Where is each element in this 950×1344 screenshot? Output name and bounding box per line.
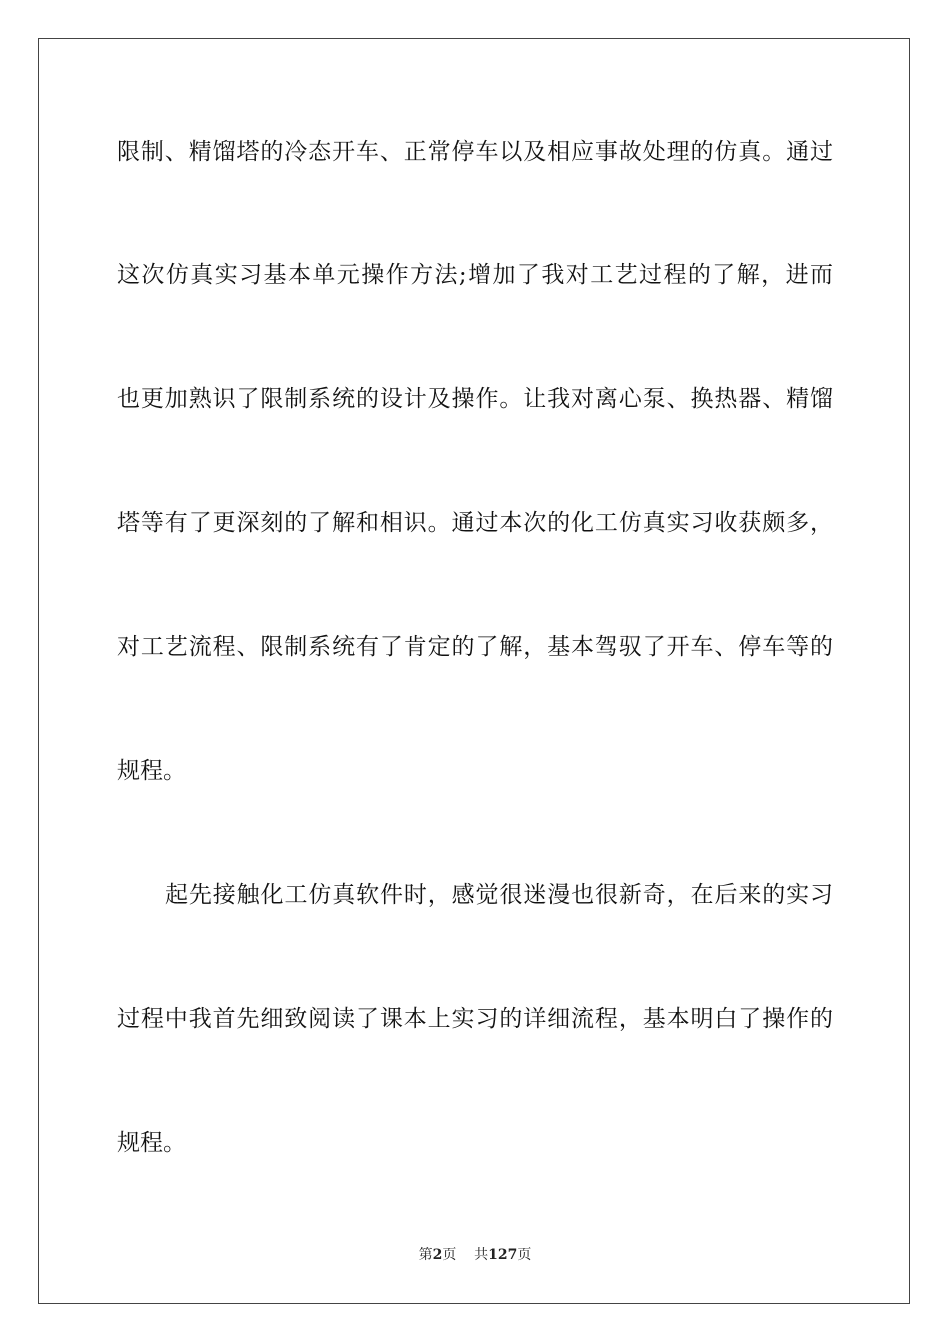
total-prefix: 共	[474, 1247, 489, 1263]
paragraph-line: 规程。	[117, 758, 186, 784]
paragraph-line: 也更加熟识了限制系统的设计及操作。让我对离心泵、换热器、精馏	[117, 386, 833, 412]
page-prefix: 第	[418, 1247, 433, 1263]
paragraph-line: 规程。	[117, 1130, 186, 1156]
paragraph-line: 对工艺流程、限制系统有了肯定的了解，基本驾驭了开车、停车等的	[117, 634, 833, 660]
paragraph-line: 过程中我首先细致阅读了课本上实习的详细流程，基本明白了操作的	[117, 1006, 833, 1032]
page-border	[38, 38, 910, 1304]
page-number: 2	[432, 1247, 443, 1263]
total-pages: 127	[488, 1247, 518, 1263]
page-suffix: 页	[442, 1247, 457, 1263]
paragraph-line: 这次仿真实习基本单元操作方法;增加了我对工艺过程的了解，进而	[117, 262, 833, 288]
paragraph-line: 起先接触化工仿真软件时，感觉很迷漫也很新奇，在后来的实习	[165, 882, 833, 908]
paragraph-line: 限制、精馏塔的冷态开车、正常停车以及相应事故处理的仿真。通过	[117, 139, 833, 165]
total-suffix: 页	[517, 1247, 532, 1263]
paragraph-line: 塔等有了更深刻的了解和相识。通过本次的化工仿真实习收获颇多，	[117, 510, 833, 536]
page-footer	[0, 1246, 950, 1264]
